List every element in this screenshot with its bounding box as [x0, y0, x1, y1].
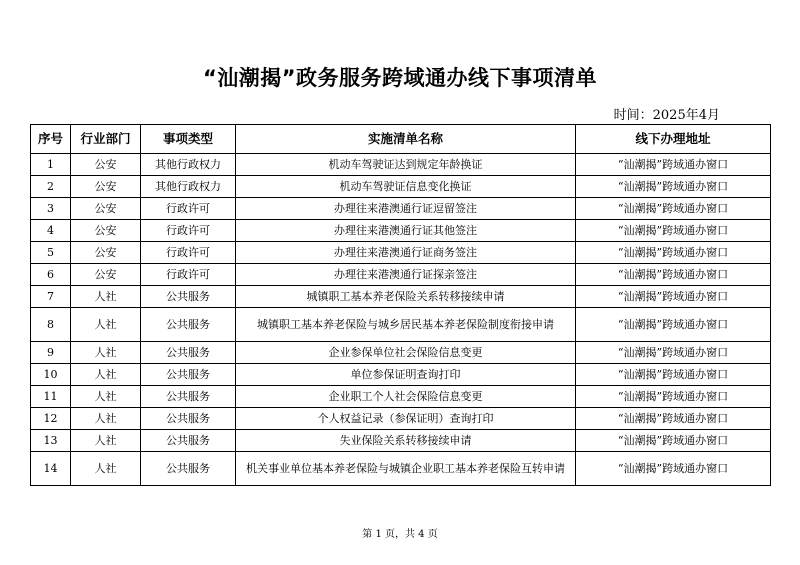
cell-item-type: 行政许可 — [141, 220, 236, 242]
cell-item-name: 机动车驾驶证信息变化换证 — [236, 176, 576, 198]
table-row — [31, 452, 771, 486]
table-row — [31, 308, 771, 342]
header-department: 行业部门 — [71, 125, 141, 154]
cell-item-name: 失业保险关系转移接续申请 — [236, 430, 576, 452]
cell-department: 公安 — [71, 264, 141, 286]
cell-item-type: 其他行政权力 — [141, 154, 236, 176]
cell-address: “汕潮揭”跨域通办窗口 — [576, 452, 771, 486]
cell-item-name: 个人权益记录（参保证明）查询打印 — [236, 408, 576, 430]
cell-item-type: 行政许可 — [141, 198, 236, 220]
cell-department: 人社 — [71, 386, 141, 408]
cell-address: “汕潮揭”跨域通办窗口 — [576, 264, 771, 286]
cell-index: 12 — [31, 408, 71, 430]
table-row — [31, 286, 771, 308]
cell-item-type: 行政许可 — [141, 264, 236, 286]
table-row — [31, 220, 771, 242]
cell-item-type: 公共服务 — [141, 430, 236, 452]
cell-index: 10 — [31, 364, 71, 386]
cell-index: 1 — [31, 154, 71, 176]
cell-address: “汕潮揭”跨域通办窗口 — [576, 286, 771, 308]
cell-item-name: 办理往来港澳通行证商务签注 — [236, 242, 576, 264]
cell-department: 人社 — [71, 408, 141, 430]
cell-department: 公安 — [71, 154, 141, 176]
cell-item-type: 公共服务 — [141, 364, 236, 386]
cell-address: “汕潮揭”跨域通办窗口 — [576, 198, 771, 220]
header-item-type: 事项类型 — [141, 125, 236, 154]
table-row — [31, 154, 771, 176]
cell-index: 14 — [31, 452, 71, 486]
cell-item-type: 公共服务 — [141, 342, 236, 364]
header-address: 线下办理地址 — [576, 125, 771, 154]
cell-item-name: 企业职工个人社会保险信息变更 — [236, 386, 576, 408]
cell-address: “汕潮揭”跨域通办窗口 — [576, 342, 771, 364]
table-row — [31, 198, 771, 220]
cell-department: 公安 — [71, 242, 141, 264]
cell-item-type: 行政许可 — [141, 242, 236, 264]
cell-department: 人社 — [71, 364, 141, 386]
cell-item-name: 企业参保单位社会保险信息变更 — [236, 342, 576, 364]
document-date: 时间：2025年4月 — [613, 108, 720, 123]
cell-item-type: 公共服务 — [141, 286, 236, 308]
cell-item-type: 公共服务 — [141, 408, 236, 430]
table-row — [31, 264, 771, 286]
cell-department: 公安 — [71, 176, 141, 198]
cell-item-name: 城镇职工基本养老保险与城乡居民基本养老保险制度衔接申请 — [236, 308, 576, 342]
cell-department: 人社 — [71, 286, 141, 308]
cell-department: 公安 — [71, 220, 141, 242]
page-footer: 第 1 页，共 4 页 — [362, 529, 438, 540]
cell-item-name: 城镇职工基本养老保险关系转移接续申请 — [236, 286, 576, 308]
cell-index: 4 — [31, 220, 71, 242]
table-header-row — [31, 125, 771, 154]
cell-department: 人社 — [71, 308, 141, 342]
cell-index: 11 — [31, 386, 71, 408]
cell-department: 人社 — [71, 342, 141, 364]
table-row — [31, 364, 771, 386]
cell-item-name: 办理往来港澳通行证逗留签注 — [236, 198, 576, 220]
table-row — [31, 176, 771, 198]
cell-address: “汕潮揭”跨域通办窗口 — [576, 364, 771, 386]
header-index: 序号 — [31, 125, 71, 154]
cell-item-type: 公共服务 — [141, 452, 236, 486]
cell-address: “汕潮揭”跨域通办窗口 — [576, 408, 771, 430]
table-row — [31, 408, 771, 430]
cell-item-type: 公共服务 — [141, 386, 236, 408]
cell-item-name: 机动车驾驶证达到规定年龄换证 — [236, 154, 576, 176]
cell-index: 6 — [31, 264, 71, 286]
cell-index: 13 — [31, 430, 71, 452]
cell-index: 7 — [31, 286, 71, 308]
cell-address: “汕潮揭”跨域通办窗口 — [576, 220, 771, 242]
cell-index: 8 — [31, 308, 71, 342]
cell-item-name: 机关事业单位基本养老保险与城镇企业职工基本养老保险互转申请 — [236, 452, 576, 486]
cell-item-type: 公共服务 — [141, 308, 236, 342]
table-row — [31, 242, 771, 264]
cell-item-name: 单位参保证明查询打印 — [236, 364, 576, 386]
cell-index: 9 — [31, 342, 71, 364]
cell-address: “汕潮揭”跨域通办窗口 — [576, 308, 771, 342]
cell-item-type: 其他行政权力 — [141, 176, 236, 198]
table-row — [31, 430, 771, 452]
header-item-name: 实施清单名称 — [236, 125, 576, 154]
cell-department: 人社 — [71, 430, 141, 452]
cell-address: “汕潮揭”跨域通办窗口 — [576, 386, 771, 408]
table-row — [31, 386, 771, 408]
cell-index: 2 — [31, 176, 71, 198]
table-row — [31, 342, 771, 364]
cell-department: 公安 — [71, 198, 141, 220]
cell-index: 3 — [31, 198, 71, 220]
cell-address: “汕潮揭”跨域通办窗口 — [576, 154, 771, 176]
cell-item-name: 办理往来港澳通行证探亲签注 — [236, 264, 576, 286]
cell-address: “汕潮揭”跨域通办窗口 — [576, 176, 771, 198]
item-list-table — [30, 124, 771, 486]
cell-address: “汕潮揭”跨域通办窗口 — [576, 430, 771, 452]
cell-department: 人社 — [71, 452, 141, 486]
cell-index: 5 — [31, 242, 71, 264]
cell-address: “汕潮揭”跨域通办窗口 — [576, 242, 771, 264]
cell-item-name: 办理往来港澳通行证其他签注 — [236, 220, 576, 242]
document-title: “汕潮揭”政务服务跨域通办线下事项清单 — [202, 66, 598, 90]
